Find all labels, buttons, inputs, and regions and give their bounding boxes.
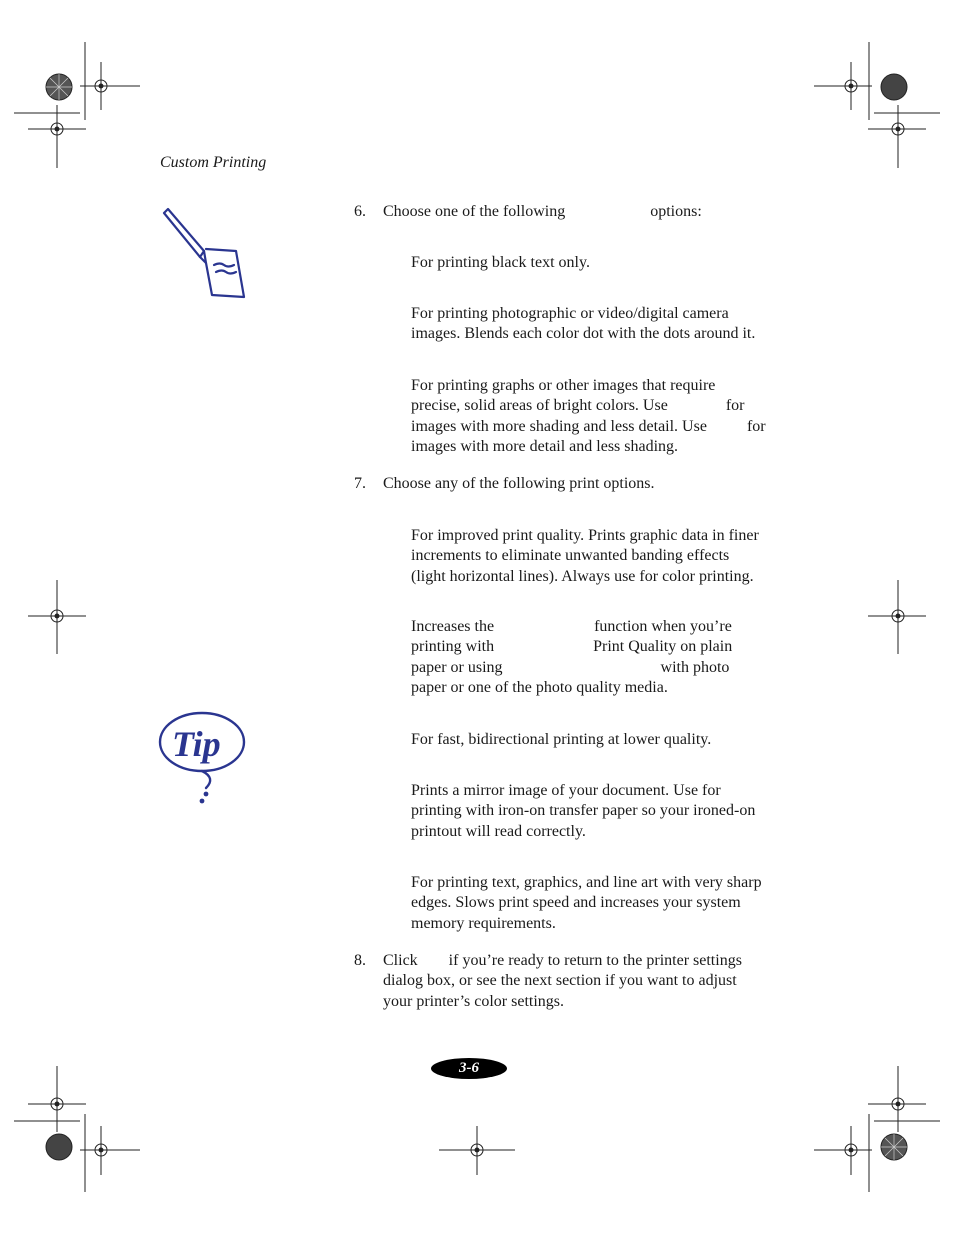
- option-high-speed-description: For fast, bidirectional printing at lower quality.: [411, 731, 712, 748]
- step-7-number: 7.: [354, 475, 366, 492]
- step-6-number: 6.: [354, 203, 366, 220]
- tip-lettering: Tip: [172, 724, 221, 764]
- running-header: Custom Printing: [160, 154, 267, 171]
- step-7-text: Choose any of the following print options.: [383, 475, 655, 492]
- option-super-microweave-description: Increases the function when you’re printing with Print Quality on plain paper or using with photo paper or one of the photo quality media.: [411, 618, 733, 696]
- option-microweave-description: For improved print quality. Prints graphic data in finer increments to eliminate unwanted banding effects (light horizontal lines). Always use for color printing.: [411, 527, 759, 585]
- option-photo-description: For printing photographic or video/digital camera images. Blends each color dot with the dots around it.: [411, 305, 756, 343]
- option-flip-horizontal-description: Prints a mirror image of your document. Use for printing with iron-on transfer paper so your ironed-on printout will read correctly.: [411, 782, 756, 840]
- option-finest-detail-description: For printing text, graphics, and line art with very sharp edges. Slows print speed and increases your system memory requirements.: [411, 874, 762, 932]
- step-6-text: Choose one of the following options:: [383, 203, 702, 220]
- tip-icon: [156, 708, 251, 808]
- option-graphics-description: For printing graphs or other images that require precise, solid areas of bright colors. Use for images with more shading and less detail. Use for images with more detail and less shading.: [411, 377, 766, 455]
- note-pen-icon: [158, 205, 253, 300]
- step-8-text: Click if you’re ready to return to the printer settings dialog box, or see the next section if you want to adjust your printer’s color settings.: [383, 952, 742, 1010]
- page-number: 3-6: [431, 1058, 507, 1079]
- option-black-description: For printing black text only.: [411, 254, 590, 271]
- step-8-number: 8.: [354, 952, 366, 969]
